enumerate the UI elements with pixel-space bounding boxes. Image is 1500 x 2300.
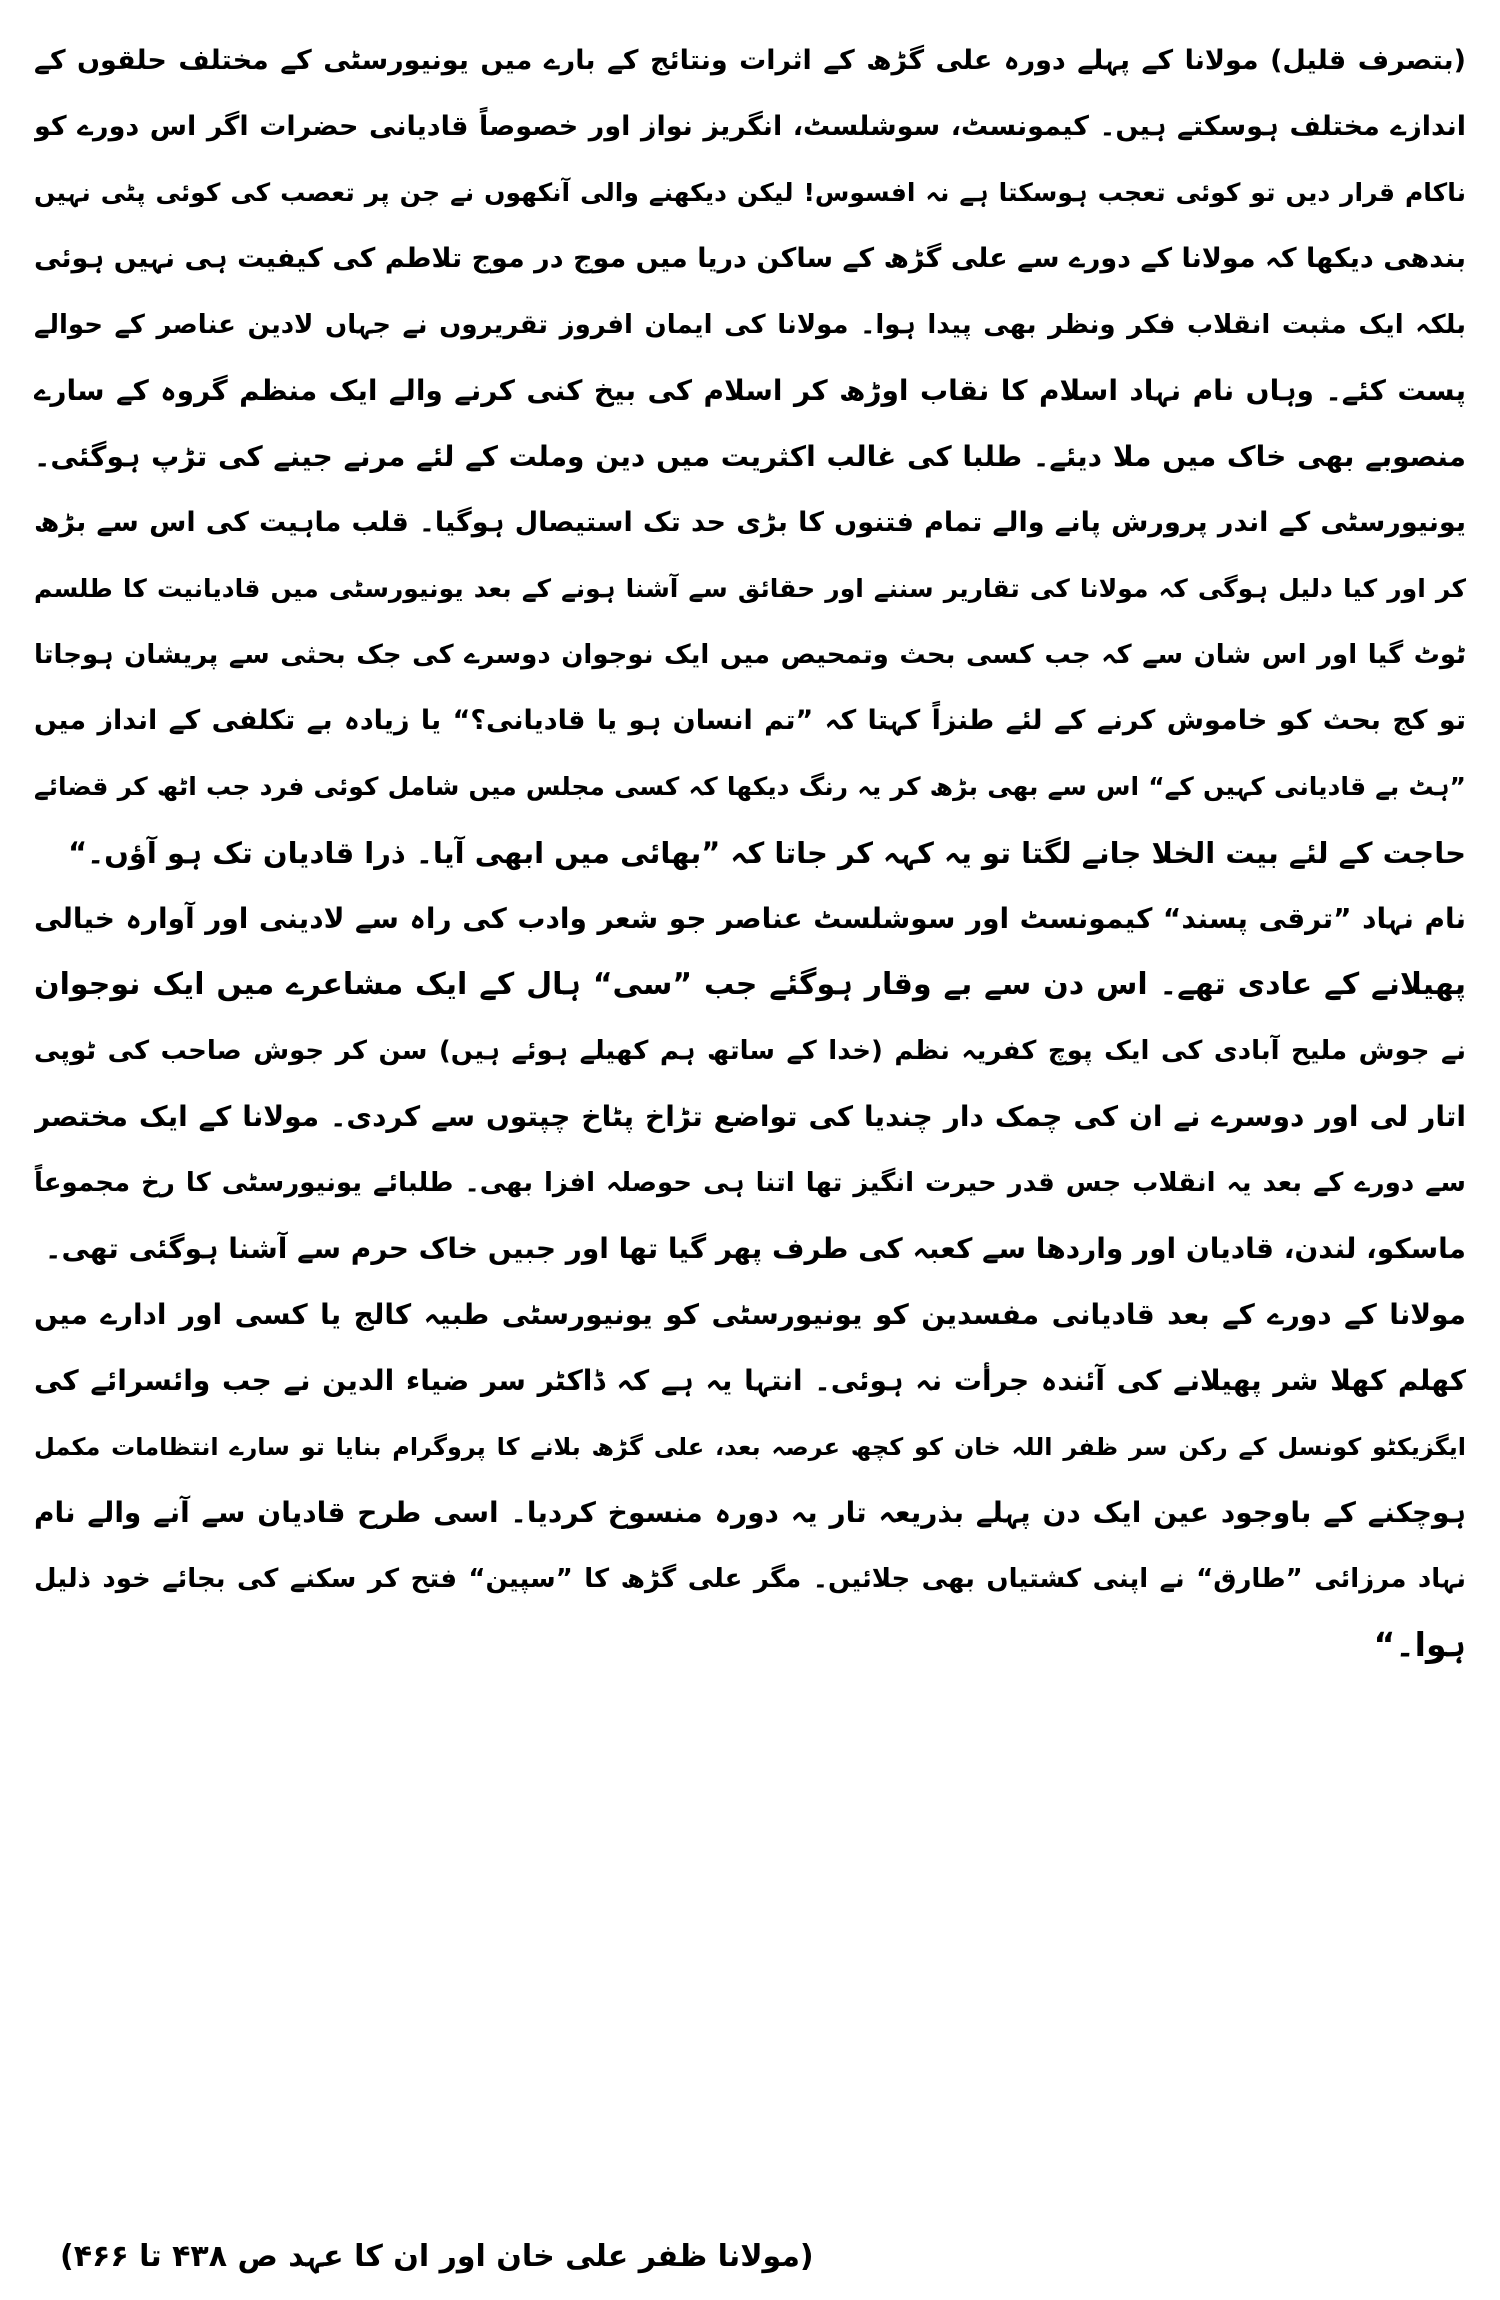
text-line: نام نہاد ”ترقی پسند“ کیمونسٹ اور سوشلسٹ عناصر جو شعر وادب کی راہ سے لادینی اور آوارہ خیالی — [34, 902, 1466, 935]
text-line: سے دورے کے بعد یہ انقلاب جس قدر حیرت انگیز تھا اتنا ہی حوصلہ افزا بھی۔ طلبائے یونیورسٹی کا رخ مجموعاً — [34, 1168, 1466, 1198]
paragraph-after-visit — [34, 1282, 1466, 1678]
text-line: ہوا۔“ — [1373, 1625, 1466, 1664]
text-line: نہاد مرزائی ”طارق“ نے اپنی کشتیاں بھی جلائیں۔ مگر علی گڑھ کا ”سپین“ فتح کر سکنے کی بجائے خود ذلیل — [34, 1564, 1466, 1594]
source-citation: (مولانا ظفر علی خان اور ان کا عہد ص ۴۳۸ تا ۴۶۶) — [60, 2239, 814, 2274]
text-line: ماسکو، لندن، قادیان اور واردھا سے کعبہ کی طرف پھر گیا تھا اور جبیں خاک حرم سے آشنا ہوگئی تھی۔ — [45, 1232, 1466, 1265]
text-line: تو کج بحث کو خاموش کرنے کے لئے طنزاً کہتا کہ ”تم انسان ہو یا قادیانی؟“ یا زیادہ بے تکلفی کے انداز میں — [34, 705, 1466, 736]
text-line: کھلم کھلا شر پھیلانے کی آئندہ جرأت نہ ہوئی۔ انتہا یہ ہے کہ ڈاکٹر سر ضیاء الدین نے جب وائسرائے کی — [34, 1364, 1466, 1397]
text-line: یونیورسٹی کے اندر پرورش پانے والے تمام فتنوں کا بڑی حد تک استیصال ہوگیا۔ قلب ماہیت کی اس سے بڑھ — [34, 507, 1466, 538]
text-line: اندازے مختلف ہوسکتے ہیں۔ کیمونسٹ، سوشلسٹ، انگریز نواز اور خصوصاً قادیانی حضرات اگر اس دورے کو — [34, 111, 1466, 142]
text-line: ناکام قرار دیں تو کوئی تعجب ہوسکتا ہے نہ افسوس! لیکن دیکھنے والی آنکھوں نے جن پر تعصب کی کوئی پٹی نہیں — [34, 178, 1466, 207]
text-line: حاجت کے لئے بیت الخلا جانے لگتا تو یہ کہہ کر جاتا کہ ”بھائی میں ابھی آیا۔ ذرا قادیان تک ہو آؤں۔“ — [68, 836, 1466, 870]
text-line: پست کئے۔ وہاں نام نہاد اسلام کا نقاب اوڑھ کر اسلام کی بیخ کنی کرنے والے ایک منظم گروہ کے سارے — [34, 374, 1466, 407]
text-line: ”ہٹ بے قادیانی کہیں کے“ اس سے بھی بڑھ کر یہ رنگ دیکھا کہ کسی مجلس میں شامل کوئی فرد جب اٹھ کر قضائے — [34, 772, 1466, 801]
text-line: منصوبے بھی خاک میں ملا دیئے۔ طلبا کی غالب اکثریت میں دین وملت کے لئے مرنے جینے کی تڑپ ہوگئی۔ — [34, 440, 1466, 473]
text-line: پھیلانے کے عادی تھے۔ اس دن سے بے وقار ہوگئے جب ”سی“ ہال کے ایک مشاعرے میں ایک نوجوان — [34, 967, 1466, 1002]
text-line: اتار لی اور دوسرے نے ان کی چمک دار چندیا کی تواضع تڑاخ پٹاخ چپتوں سے کردی۔ مولانا کے ایک مختصر — [34, 1100, 1466, 1133]
text-line: ایگزیکٹو کونسل کے رکن سر ظفر اللہ خان کو کچھ عرصہ بعد، علی گڑھ بلانے کا پروگرام بنایا تو سارے انتظامات مکمل — [34, 1433, 1466, 1461]
text-line: ٹوٹ گیا اور اس شان سے کہ جب کسی بحث وتمحیص میں ایک نوجوان دوسرے کی جک بحثی سے پریشان ہوجاتا — [34, 640, 1466, 670]
text-line: نے جوش ملیح آبادی کی ایک پوچ کفریہ نظم (خدا کے ساتھ ہم کھیلے ہوئے ہیں) سن کر جوش صاحب کی ٹوپی — [34, 1036, 1466, 1066]
paragraph-progressives — [34, 886, 1466, 1282]
text-line: بندھی دیکھا کہ مولانا کے دورے سے علی گڑھ کے ساکن دریا میں موج در موج تلاطم کی کیفیت ہی نہیں ہوئی — [34, 243, 1466, 274]
text-line: (بتصرف قلیل) مولانا کے پہلے دورہ علی گڑھ کے اثرات ونتائج کے بارے میں یونیورسٹی کے مختلف حلقوں کے — [34, 45, 1466, 76]
text-line: کر اور کیا دلیل ہوگی کہ مولانا کی تقاریر سننے اور حقائق سے آشنا ہونے کے بعد یونیورسٹی میں قادیانیت کا طلسم — [34, 574, 1466, 603]
paragraph-aligarh-visit — [34, 28, 1466, 886]
text-line: بلکہ ایک مثبت انقلاب فکر ونظر بھی پیدا ہوا۔ مولانا کی ایمان افروز تقریروں نے جہاں لادین عناصر کے حوالے — [34, 310, 1466, 340]
text-line: ہوچکنے کے باوجود عین ایک دن پہلے بذریعہ تار یہ دورہ منسوخ کردیا۔ اسی طرح قادیان سے آنے والے نام — [34, 1496, 1466, 1529]
text-line: مولانا کے دورے کے بعد قادیانی مفسدین کو یونیورسٹی کو یونیورسٹی طبیہ کالج یا کسی اور ادارے میں — [34, 1298, 1466, 1331]
